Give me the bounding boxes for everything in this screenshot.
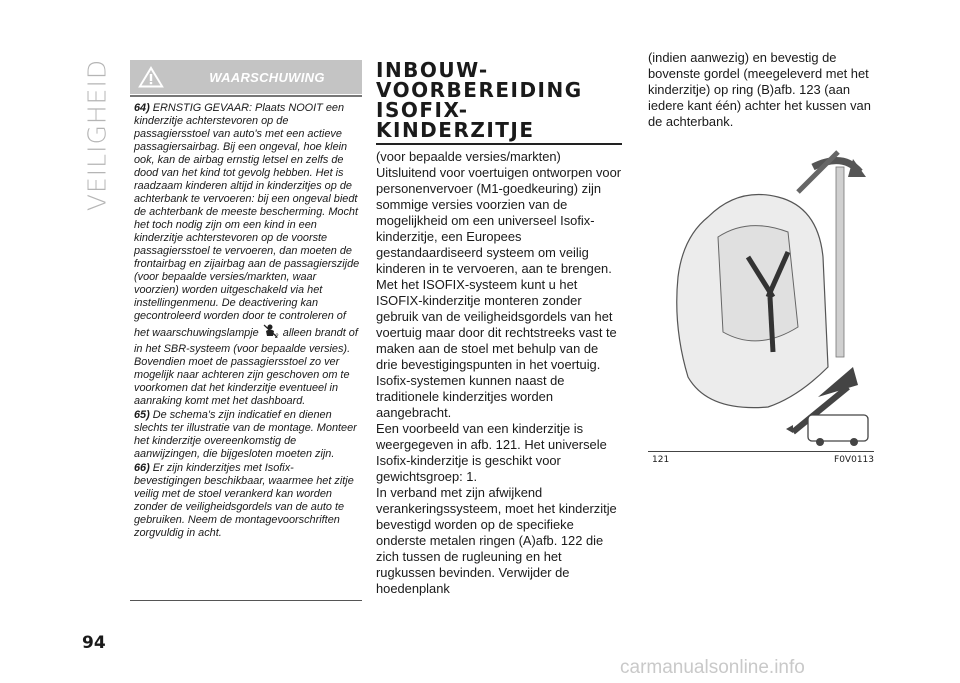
warning-header <box>130 60 362 94</box>
figure-number: 121 <box>652 455 670 465</box>
warning-triangle-icon <box>130 66 172 88</box>
warning-item: 65) De schema's zijn indicatief en dienen slechts ter illustratie van de montage. Monteer het kinderzitje overeenkomstig de aanwijzingen, die bijgesloten moeten zijn. <box>134 409 357 460</box>
paragraph: (voor bepaalde versies/markten) <box>376 149 561 164</box>
child-seat-illustration <box>648 147 874 465</box>
warning-box <box>130 60 362 601</box>
figure-code: F0V0113 <box>834 455 874 465</box>
continuation-text: (indien aanwezig) en bevestig de bovenste gordel (meegeleverd met het kinderzitje) op ring (B)afb. 123 (aan iedere kant één) achter het kussen van de achterbank. <box>648 50 871 129</box>
page-number: 94 <box>82 633 106 653</box>
airbag-off-icon <box>262 323 280 343</box>
paragraph: In verband met zijn afwijkend verankeringssysteem, moet het kinderzitje bevestigd worden op de specifieke onderste metalen ringen (A)afb. 122 die zich tussen de rugleuning en het rugkussen bevinden. Verwijder de hoedenplank <box>376 485 617 596</box>
paragraph: Uitsluitend voor voertuigen ontworpen voor personenvervoer (M1-goedkeuring) zijn sommige versies voorzien van de mogelijkheid om een universeel Isofix-kinderzitje, een Europees gestandaardiseerd systeem om veilig kinderen in te vervoeren, aan te brengen. <box>376 165 622 276</box>
warning-body <box>130 97 362 540</box>
warning-item: 66) Er zijn kinderzitjes met Isofix-bevestigingen beschikbaar, waarmee het zitje veilig met de stoel verankerd kan worden zonder de veiligheidsgordels van de auto te gebruiken. Neem de montagevoorschriften zorgvuldig in acht. <box>134 462 354 539</box>
warning-item: 64) ERNSTIG GEVAAR: Plaats NOOIT een kinderzitje achterstevoren op de passagiersstoel van auto's met een actieve passagiersairbag. Bij een ongeval, hoe klein ook, kan de airbag ernstig letsel en zelfs de dood van het kind tot gevolg hebben. Het is raadzaam kinderen altijd in kinderzitjes op de achterbank te vervoeren: bij een ongeval biedt de achterbank de meeste bescherming. Mocht het toch nodig zijn om een kind in een kinderzitje achterstevoren op de voorste passagiersstoel te vervoeren, dan moeten de frontairbag en zijairbag aan de passagierszijde (voor bepaalde versies/markten, waar voorzien) worden uitgeschakeld via het instellingenmenu. De deactivering kan gecontroleerd worden door te controleren of het waarschuwingslampje 2 alleen brandt of in het SBR-systeem (voor bepaalde versies). Bovendien moet de passagiersstoel zo ver mogelijk naar achteren zijn geschoven om te voorkomen dat het kinderzitje eventueel in aanraking komt met het dashboard. <box>134 102 360 407</box>
section-body <box>376 149 622 597</box>
section-heading: INBOUW- VOORBEREIDING ISOFIX- KINDERZITJE <box>376 58 583 142</box>
figure-caption <box>652 455 874 465</box>
watermark: carmanualsonline.info <box>620 657 805 678</box>
warning-title: WAARSCHUWING <box>209 69 325 85</box>
paragraph: Een voorbeeld van een kinderzitje is weergegeven in afb. 121. Het universele Isofix-kinderzitje is geschikt voor gewichtsgroep: 1. <box>376 421 607 484</box>
svg-text:2: 2 <box>274 334 279 339</box>
main-column <box>376 60 622 597</box>
paragraph: Isofix-systemen kunnen naast de traditionele kinderzitjes worden aangebracht. <box>376 373 565 420</box>
section-tab <box>82 50 112 220</box>
paragraph: Met het ISOFIX-systeem kunt u het ISOFIX-kinderzitje monteren zonder gebruik van de veiligheidsgordels van het voertuig maar door dit rechtstreeks vast te maken aan de stoel met behulp van de drie bevestigingspunten in het voertuig. <box>376 277 617 372</box>
section-tab-label: VEILIGHEID <box>82 58 112 212</box>
